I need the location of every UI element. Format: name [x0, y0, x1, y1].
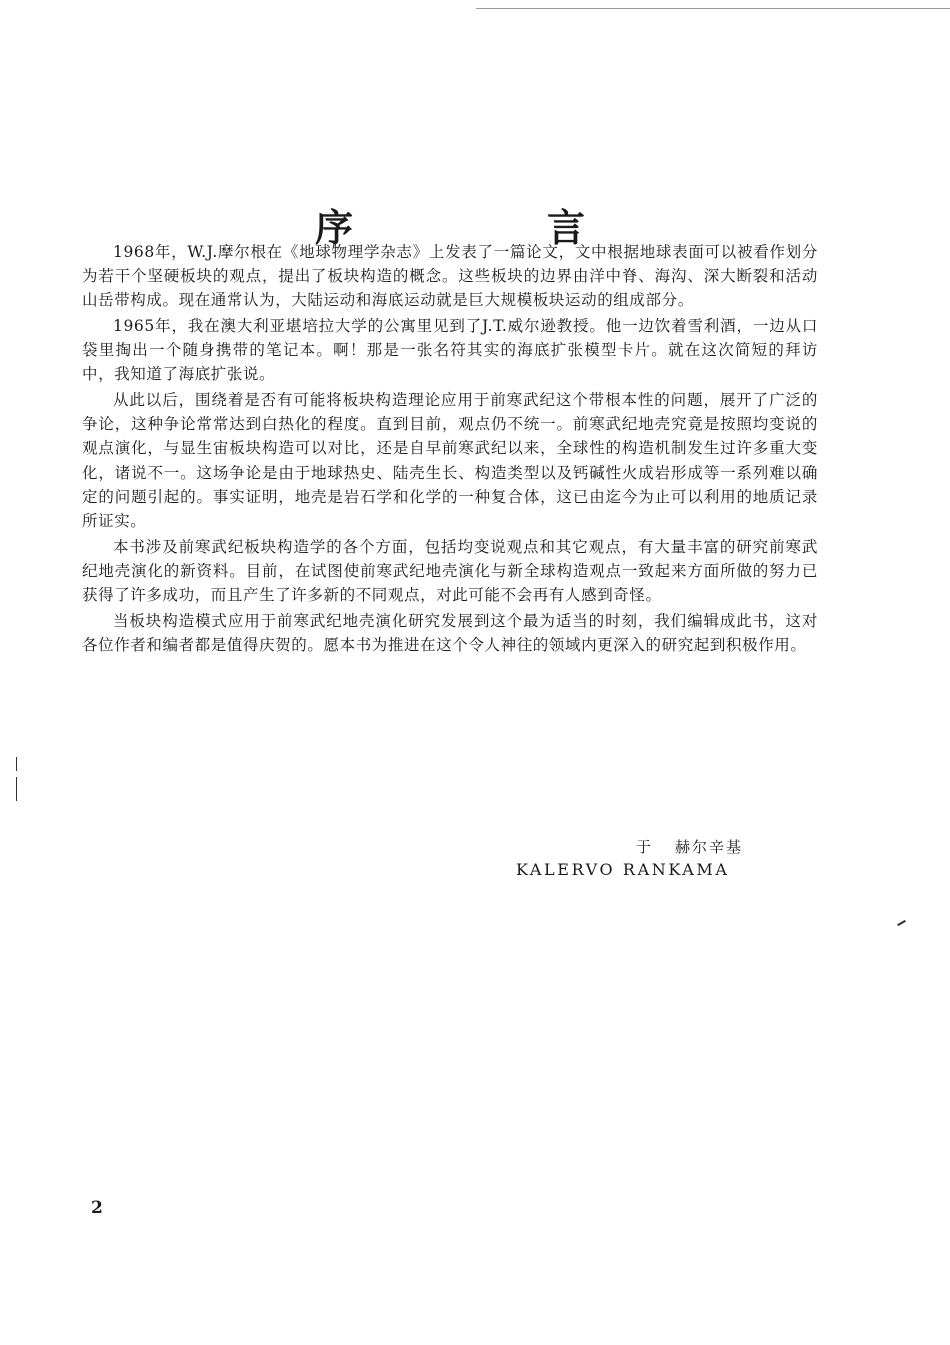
margin-mark-top	[16, 757, 17, 771]
top-rule	[476, 8, 950, 9]
paragraph-5: 当板块构造模式应用于前寒武纪地壳演化研究发展到这个最为适当的时刻，我们编辑成此书，这对各位作者和编者都是值得庆贺的。愿本书为推进在这个令人神往的领域内更深入的研究起到积极作用。	[82, 611, 818, 654]
signature-city: 赫尔辛基	[675, 838, 744, 856]
signature-author: KALERVO RANKAMA	[516, 860, 730, 879]
paragraph-1: 1968年，W.J.摩尔根在《地球物理学杂志》上发表了一篇论文，文中根据地球表面可以被看作划分为若干个坚硬板块的观点，提出了板块构造的概念。这些板块的边界由洋中脊、海沟、深大断裂和活动山岳带构成。现在通常认为，大陆运动和海底运动就是巨大规模板块运动的组成部分。	[82, 243, 818, 310]
page-number: 2	[91, 1198, 103, 1218]
paragraph-2: 1965年，我在澳大利亚堪培拉大学的公寓里见到了J.T.威尔逊教授。他一边饮着雪利酒，一边从口袋里掏出一个随身携带的笔记本。啊！那是一张名符其实的海底扩张模型卡片。就在这次简短的拜访中，我知道了海底扩张说。	[82, 317, 818, 384]
scan-mark	[897, 920, 906, 926]
paragraph-3: 从此以后，围绕着是否有可能将板块构造理论应用于前寒武纪这个带根本性的问题，展开了广泛的争论，这种争论常常达到白热化的程度。直到目前，观点仍不统一。前寒武纪地壳究竟是按照均变说的观点演化，与显生宙板块构造可以对比，还是自早前寒武纪以来，全球性的构造机制发生过许多重大变化，诸说不一。这场争论是由于地球热史、陆壳生长、构造类型以及钙碱性火成岩形成等一系列难以确定的问题引起的。事实证明，地壳是岩石学和化学的一种复合体，这已由迄今为止可以利用的地质记录所证实。	[82, 391, 818, 531]
signature-place	[636, 836, 743, 857]
preface-body	[82, 240, 818, 658]
signature-prefix: 于	[636, 838, 654, 856]
page-title: 序 言	[314, 205, 663, 251]
margin-mark-bottom	[16, 777, 17, 801]
paragraph-4: 本书涉及前寒武纪板块构造学的各个方面，包括均变说观点和其它观点，有大量丰富的研究前寒武纪地壳演化的新资料。目前，在试图使前寒武纪地壳演化与新全球构造观点一致起来方面所做的努力已获得了许多成功，而且产生了许多新的不同观点，对此可能不会再有人感到奇怪。	[82, 537, 818, 605]
